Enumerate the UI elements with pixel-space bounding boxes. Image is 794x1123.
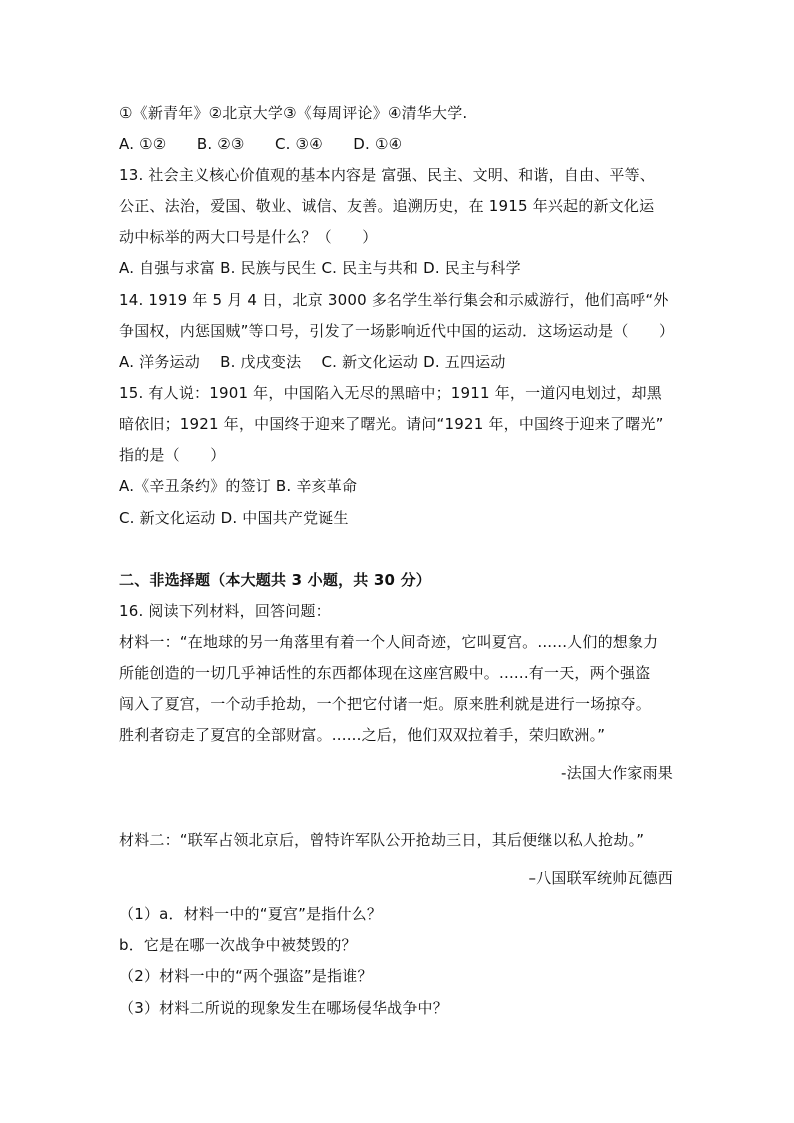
q15-line3: 指的是（ ） bbox=[119, 446, 226, 464]
q16-material1-line4: 胜利者窃走了夏宫的全部财富。......之后，他们双双拉着手，荣归欧洲。” bbox=[119, 726, 606, 744]
q16-sub2: （2）材料一中的“两个强盗”是指谁？ bbox=[119, 967, 373, 985]
section2-heading: 二、非选择题（本大题共 3 小题，共 30 分） bbox=[119, 571, 432, 589]
q16-intro: 16. 阅读下列材料，回答问题： bbox=[119, 602, 331, 620]
q13-line3: 动中标举的两大口号是什么？（ ） bbox=[119, 228, 378, 246]
q15-line1: 15. 有人说：1901 年，中国陷入无尽的黑暗中；1911 年，一道闪电划过，却黑 bbox=[119, 384, 662, 402]
q15-line2: 暗依旧；1921 年，中国终于迎来了曙光。请问“1921 年，中国终于迎来了曙光” bbox=[119, 415, 664, 433]
q14-line2: 争国权，内惩国贼”等口号，引发了一场影响近代中国的运动．这场运动是（ ） bbox=[119, 322, 675, 340]
q16-material2-line1: 材料二：“联军占领北京后，曾特许军队公开抢劫三日，其后便继以私人抢劫。” bbox=[119, 831, 645, 849]
q16-material1-line3: 闯入了夏宫，一个动手抢劫，一个把它付诸一炬。原来胜利就是进行一场掠夺。 bbox=[119, 695, 652, 713]
q16-material1-source: -法国大作家雨果 bbox=[560, 764, 673, 782]
q14-options: A. 洋务运动 B. 戊戌变法 C. 新文化运动 D. 五四运动 bbox=[119, 353, 506, 371]
q14-line1: 14. 1919 年 5 月 4 日，北京 3000 多名学生举行集会和示威游行，他们高呼“外 bbox=[119, 291, 669, 309]
q13-line1: 13. 社会主义核心价值观的基本内容是 富强、民主、文明、和谐，自由、平等、 bbox=[119, 166, 655, 184]
q16-material1-line1: 材料一：“在地球的另一角落里有着一个人间奇迹，它叫夏宫。......人们的想象力 bbox=[119, 633, 659, 651]
q13-line2: 公正、法治，爱国、敬业、诚信、友善。追溯历史，在 1915 年兴起的新文化运 bbox=[119, 197, 655, 215]
q16-material1-line2: 所能创造的一切几乎神话性的东西都体现在这座宫殿中。......有一天，两个强盗 bbox=[119, 664, 651, 682]
q16-material2-source: –八国联军统帅瓦德西 bbox=[528, 869, 673, 887]
q16-sub3: （3）材料二所说的现象发生在哪场侵华战争中？ bbox=[119, 999, 448, 1017]
q12-items: ①《新青年》②北京大学③《每周评论》④清华大学. bbox=[119, 104, 468, 122]
q12-options: A. ①② B. ②③ C. ③④ D. ①④ bbox=[119, 135, 403, 153]
q16-sub1b: b．它是在哪一次战争中被焚毁的？ bbox=[119, 936, 357, 954]
q15-options-ab: A.《辛丑条约》的签订 B. 辛亥革命 bbox=[119, 477, 358, 495]
q13-options: A. 自强与求富 B. 民族与民生 C. 民主与共和 D. 民主与科学 bbox=[119, 259, 521, 277]
q15-options-cd: C. 新文化运动 D. 中国共产党诞生 bbox=[119, 509, 349, 527]
q16-sub1a: （1）a．材料一中的“夏宫”是指什么？ bbox=[119, 905, 383, 923]
